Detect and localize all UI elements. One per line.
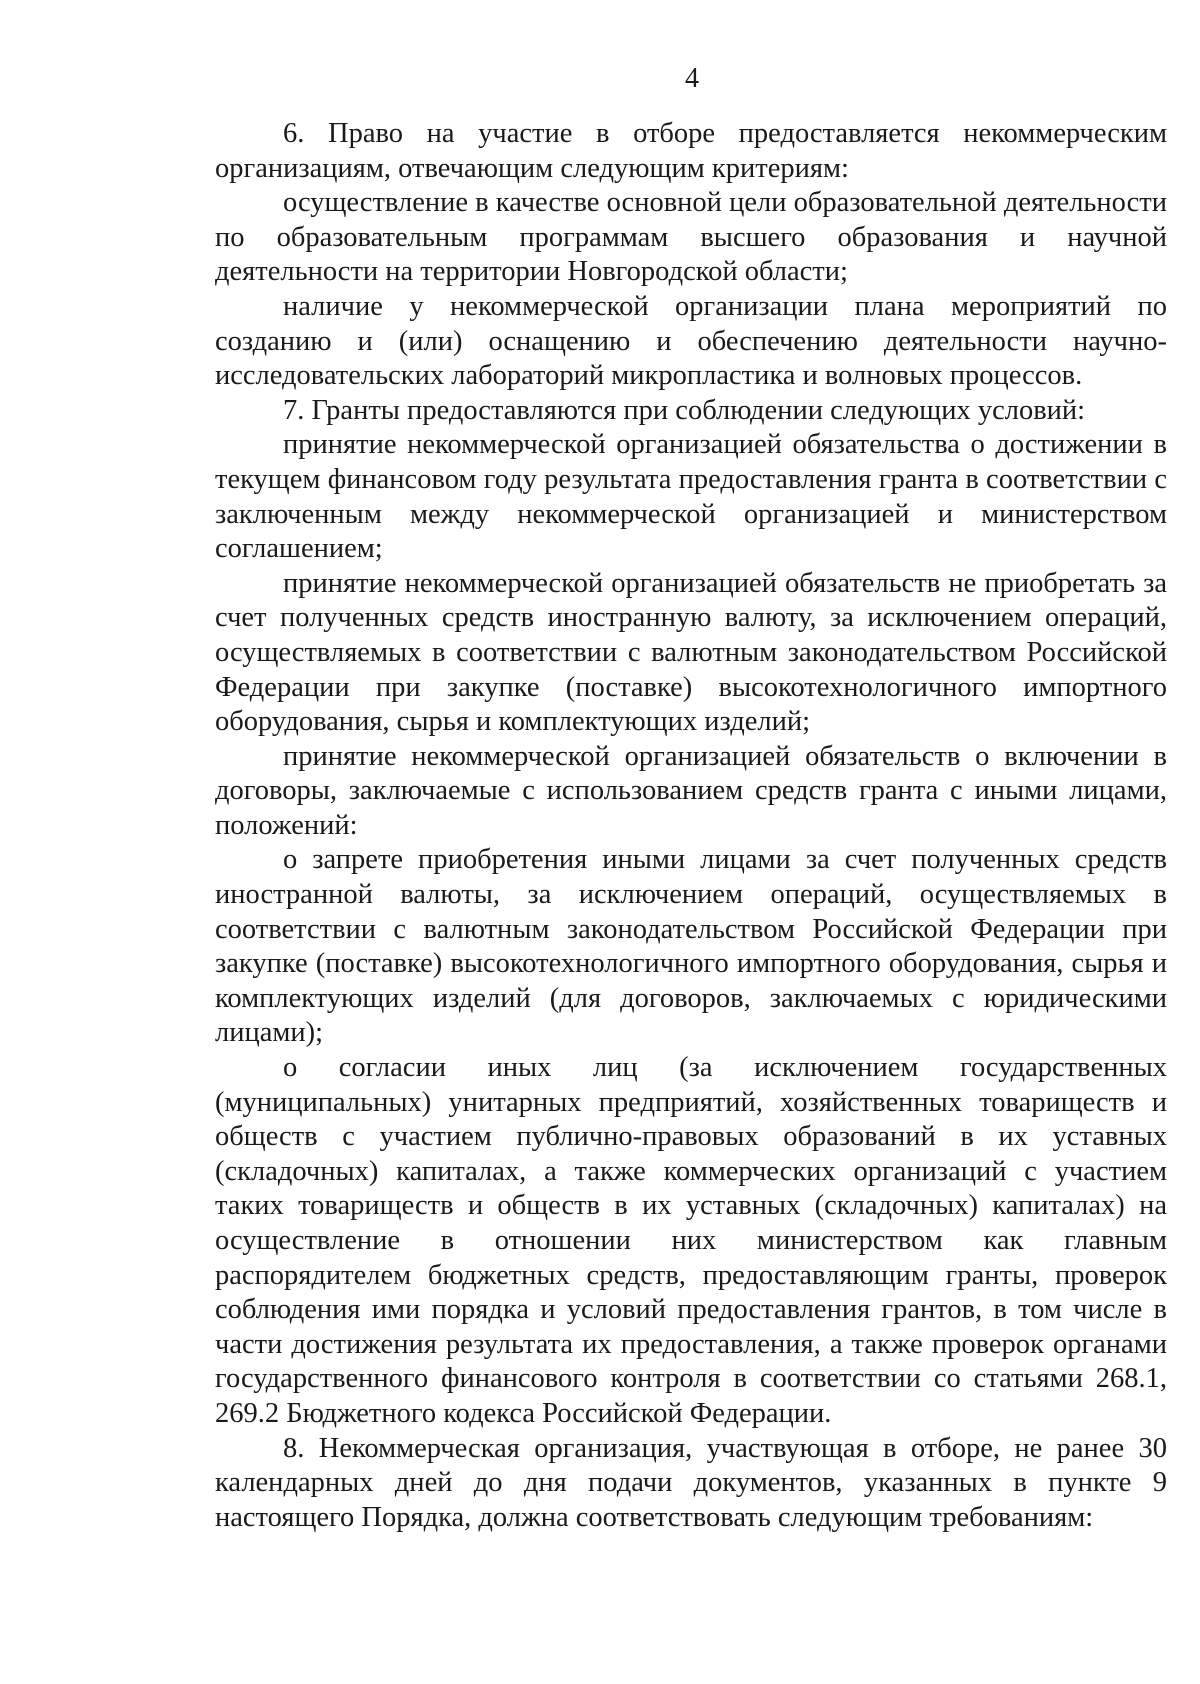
provision-audit-consent: о согласии иных лиц (за исключением государственных (муниципальных) унитарных предприятий, хозяйственных товариществ и обществ с участием публично-правовых образований в их уставных (складочных) капиталах, а также коммерческих организаций с участием таких товариществ и обществ в их уставных (складочных) капиталах) на осуществление в отношении них министерством как главным распорядителем бюджетных средств, предоставляющим гранты, проверок соблюдения ими порядка и условий предоставления грантов, в том числе в части достижения результата их предоставления, а также проверок органами государственного финансового контроля в соответствии со статьями 268.1, 269.2 Бюджетного кодекса Российской Федерации. — [215, 1052, 1167, 1429]
provision-currency-ban: о запрете приобретения иными лицами за счет полученных средств иностранной валюты, за исключением операций, осуществляемых в соответствии с валютным законодательством Российской Федерации при закупке (поставке) высокотехнологичного импортного оборудования, сырья и комплектующих изделий (для договоров, заключаемых с юридическими лицами); — [215, 844, 1167, 1049]
criterion-lab-plan: наличие у некоммерческой организации плана мероприятий по созданию и (или) оснащению и обеспечению деятельности научно-исследовательских лабораторий микропластика и волновых процессов. — [215, 290, 1167, 392]
condition-result-obligation: принятие некоммерческой организацией обязательства о достижении в текущем финансовом году результата предоставления гранта в соответствии с заключенным между некоммерческой организацией и министерством соглашением; — [215, 429, 1167, 565]
paragraph-7-intro: 7. Гранты предоставляются при соблюдении следующих условий: — [283, 394, 1086, 426]
document-body — [215, 117, 1167, 1535]
condition-no-currency-purchase: принятие некоммерческой организацией обязательств не приобретать за счет полученных средств иностранную валюту, за исключением операций, осуществляемых в соответствии с валютным законодательством Российской Федерации при закупке (поставке) высокотехнологичного импортного оборудования, сырья и комплектующих изделий; — [215, 567, 1167, 738]
paragraph-6-intro: 6. Право на участие в отборе предоставляется некоммерческим организациям, отвечающим следующим критериям: — [215, 118, 1167, 184]
criterion-educational-activity: осуществление в качестве основной цели образовательной деятельности по образовательным программам высшего образования и научной деятельности на территории Новгородской области; — [215, 187, 1167, 288]
condition-contract-provisions: принятие некоммерческой организацией обязательств о включении в договоры, заключаемые с использованием средств гранта с иными лицами, положений: — [215, 740, 1167, 841]
paragraph-8-intro: 8. Некоммерческая организация, участвующая в отборе, не ранее 30 календарных дней до дня подачи документов, указанных в пункте 9 настоящего Порядка, должна соответствовать следующим требованиям: — [215, 1432, 1167, 1533]
page-number: 4 — [685, 63, 699, 94]
